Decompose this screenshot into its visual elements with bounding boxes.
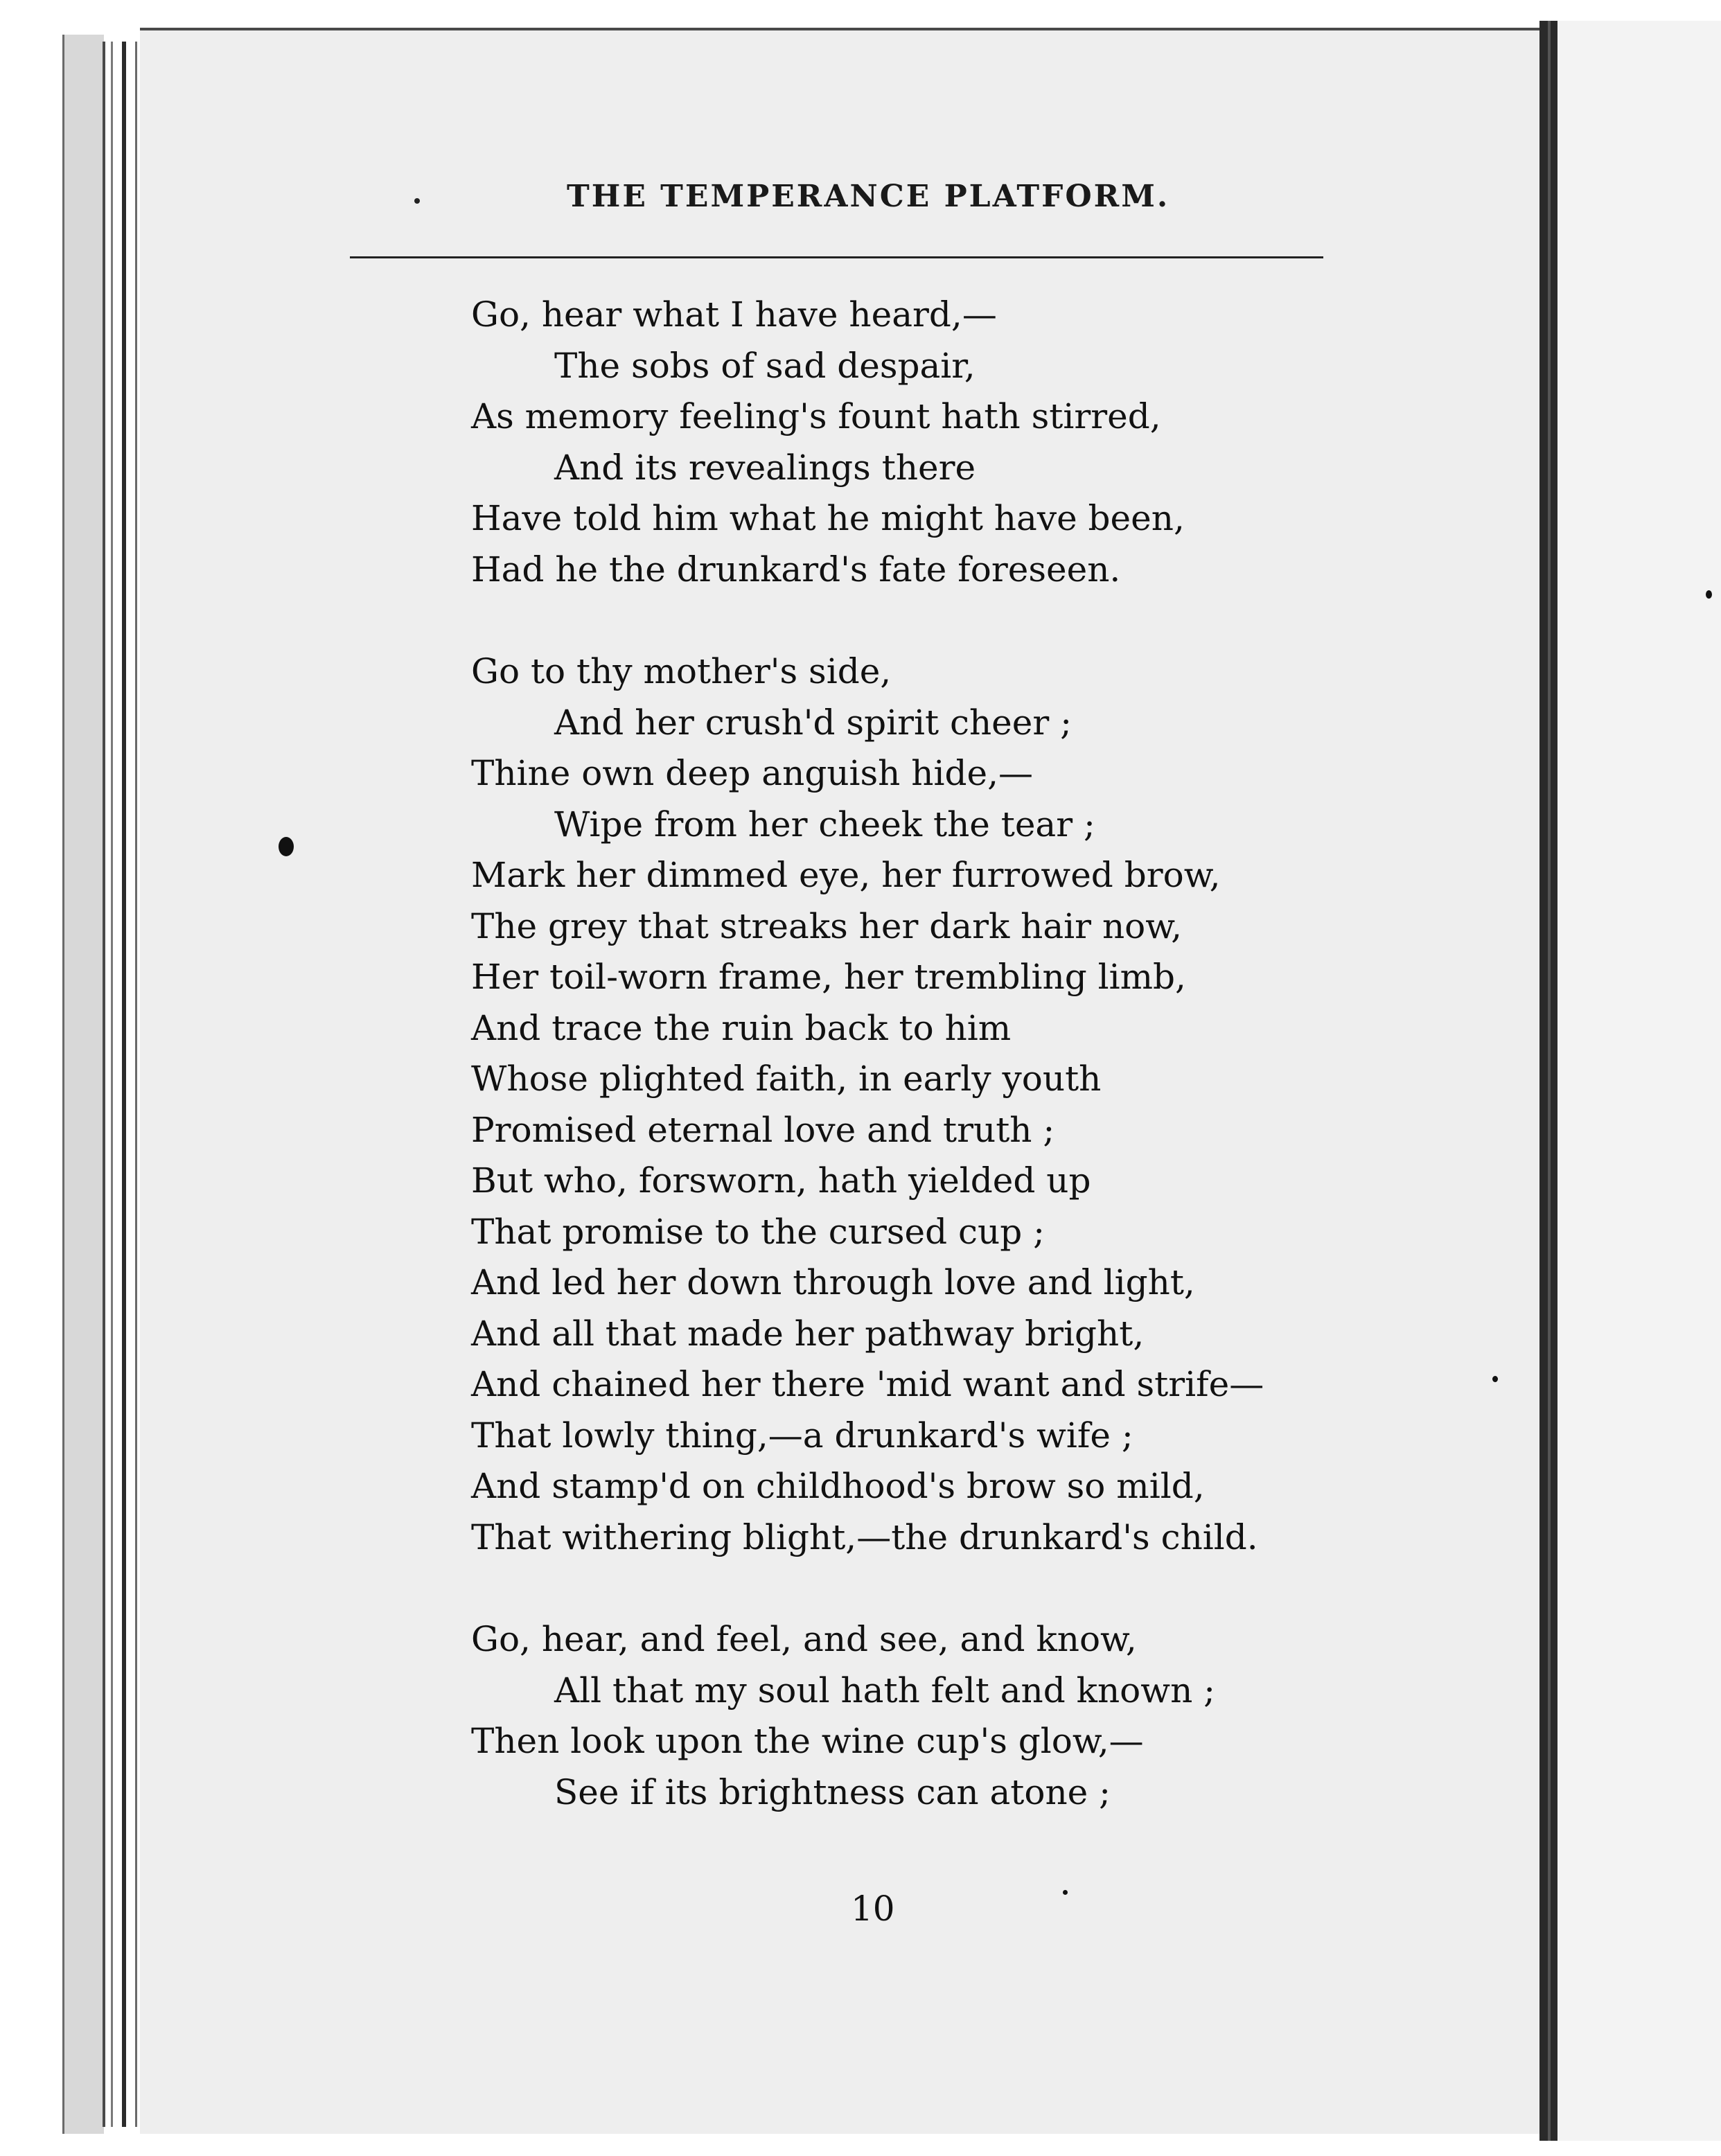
- poem-line: Go, hear, and feel, and see, and know,: [471, 1619, 1137, 1659]
- poem-line: Had he the drunkard's fate foreseen.: [471, 549, 1121, 590]
- ink-speck: [1492, 1376, 1498, 1382]
- spine-highlight: [1548, 21, 1551, 2141]
- ink-speck: [1706, 590, 1712, 599]
- page-edge-line: [135, 42, 137, 2127]
- ink-speck: [1063, 1890, 1068, 1895]
- poem-line: Go to thy mother's side,: [471, 651, 892, 691]
- ink-speck: [414, 198, 420, 204]
- poem-line: Thine own deep anguish hide,—: [471, 753, 1033, 793]
- poem-line: Her toil-worn frame, her trembling limb,: [471, 957, 1186, 997]
- poem-line: Promised eternal love and truth ;: [471, 1109, 1055, 1150]
- poem-line: As memory feeling's fount hath stirred,: [471, 396, 1161, 436]
- poem-line: Then look upon the wine cup's glow,—: [471, 1721, 1144, 1761]
- poem-body: [471, 290, 1372, 1818]
- page-edge-line: [111, 42, 113, 2127]
- poem-line: And led her down through love and light,: [471, 1262, 1195, 1302]
- poem-line: The grey that streaks her dark hair now,: [471, 905, 1183, 946]
- stanza: [471, 290, 1372, 595]
- poem-line: And its revealings there: [554, 447, 976, 488]
- ink-blot: [279, 837, 294, 856]
- book-edge: [62, 35, 104, 2134]
- facing-page-edge: [1557, 21, 1721, 2141]
- poem-line: Go, hear what I have heard,—: [471, 294, 997, 335]
- poem-line: And all that made her pathway bright,: [471, 1313, 1145, 1354]
- running-head: THE TEMPERANCE PLATFORM.: [567, 179, 1170, 214]
- poem-line: That promise to the cursed cup ;: [471, 1211, 1045, 1252]
- poem-line: Mark her dimmed eye, her furrowed brow,: [471, 855, 1221, 895]
- page-edge-line: [122, 42, 126, 2127]
- poem-line: Whose plighted faith, in early youth: [471, 1059, 1102, 1099]
- stanza: [471, 1614, 1372, 1818]
- page-number: 10: [851, 1889, 895, 1929]
- poem-line: Have told him what he might have been,: [471, 498, 1185, 538]
- poem-line: That lowly thing,—a drunkard's wife ;: [471, 1415, 1133, 1456]
- poem-line: That withering blight,—the drunkard's child.: [471, 1517, 1258, 1557]
- poem-line: And trace the ruin back to him: [471, 1007, 1012, 1048]
- poem-line: Wipe from her cheek the tear ;: [554, 804, 1095, 845]
- stanza: [471, 646, 1372, 1563]
- head-rule: [350, 256, 1323, 258]
- poem-line: See if its brightness can atone ;: [554, 1771, 1111, 1812]
- poem-line: And her crush'd spirit cheer ;: [554, 702, 1072, 743]
- poem-line: But who, forsworn, hath yielded up: [471, 1160, 1091, 1201]
- page-edge-line: [103, 42, 105, 2127]
- poem-line: The sobs of sad despair,: [554, 345, 976, 386]
- poem-line: And chained her there 'mid want and strife—: [471, 1364, 1264, 1404]
- poem-line: All that my soul hath felt and known ;: [554, 1670, 1216, 1711]
- poem-line: And stamp'd on childhood's brow so mild,: [471, 1466, 1205, 1506]
